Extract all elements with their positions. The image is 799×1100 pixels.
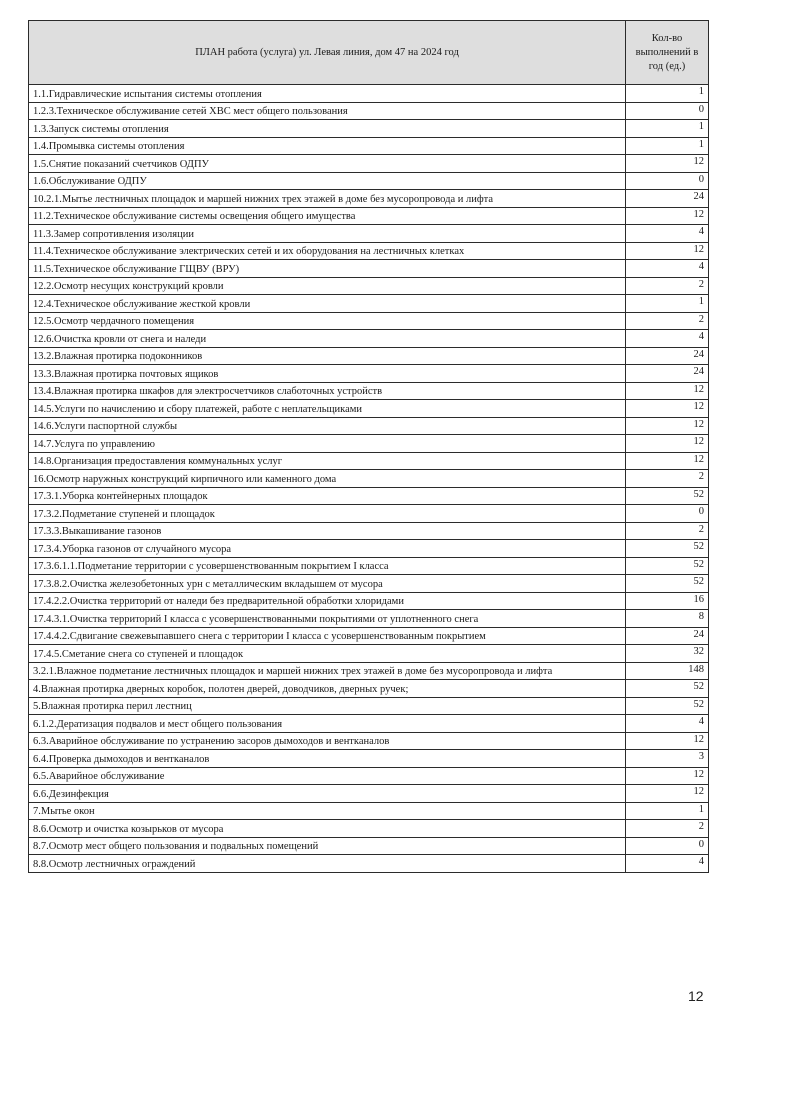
service-name-cell: 1.6.Обслуживание ОДПУ xyxy=(29,172,626,190)
table-row xyxy=(29,645,709,663)
service-name-cell: 3.2.1.Влажное подметание лестничных площадок и маршей нижних трех этажей в доме без мусоропровода и лифта xyxy=(29,662,626,680)
service-name-cell: 12.6.Очистка кровли от снега и наледи xyxy=(29,330,626,348)
service-name-cell: 12.2.Осмотр несущих конструкций кровли xyxy=(29,277,626,295)
service-name-cell: 8.7.Осмотр мест общего пользования и подвальных помещений xyxy=(29,837,626,855)
service-count-cell: 2 xyxy=(626,312,709,330)
service-name-cell: 14.5.Услуги по начислению и сбору платежей, работе с неплательщиками xyxy=(29,400,626,418)
table-row xyxy=(29,277,709,295)
count-column-header: Кол-во выполнений в год (ед.) xyxy=(626,21,709,85)
table-row xyxy=(29,225,709,243)
table-row xyxy=(29,610,709,628)
service-name-cell: 11.5.Техническое обслуживание ГЩВУ (ВРУ) xyxy=(29,260,626,278)
service-name-cell: 17.3.2.Подметание ступеней и площадок xyxy=(29,505,626,523)
table-row xyxy=(29,540,709,558)
service-count-cell: 148 xyxy=(626,662,709,680)
table-row xyxy=(29,487,709,505)
table-row xyxy=(29,312,709,330)
service-count-cell: 2 xyxy=(626,277,709,295)
service-name-cell: 12.4.Техническое обслуживание жесткой кровли xyxy=(29,295,626,313)
service-count-cell: 12 xyxy=(626,452,709,470)
service-count-cell: 0 xyxy=(626,172,709,190)
service-count-cell: 32 xyxy=(626,645,709,663)
service-name-cell: 17.3.4.Уборка газонов от случайного мусора xyxy=(29,540,626,558)
service-count-cell: 1 xyxy=(626,137,709,155)
service-count-cell: 12 xyxy=(626,242,709,260)
service-name-cell: 1.2.3.Техническое обслуживание сетей ХВС мест общего пользования xyxy=(29,102,626,120)
service-name-cell: 14.7.Услуга по управлению xyxy=(29,435,626,453)
service-name-cell: 8.8.Осмотр лестничных ограждений xyxy=(29,855,626,873)
table-row xyxy=(29,347,709,365)
service-count-cell: 52 xyxy=(626,557,709,575)
service-name-cell: 1.5.Снятие показаний счетчиков ОДПУ xyxy=(29,155,626,173)
service-name-cell: 6.4.Проверка дымоходов и вентканалов xyxy=(29,750,626,768)
service-count-cell: 8 xyxy=(626,610,709,628)
service-name-cell: 6.1.2.Дератизация подвалов и мест общего пользования xyxy=(29,715,626,733)
service-count-cell: 12 xyxy=(626,732,709,750)
service-count-cell: 12 xyxy=(626,767,709,785)
service-count-cell: 24 xyxy=(626,627,709,645)
page-number: 12 xyxy=(688,988,704,1004)
plan-table xyxy=(28,20,709,873)
table-row xyxy=(29,382,709,400)
service-count-cell: 24 xyxy=(626,347,709,365)
service-count-cell: 52 xyxy=(626,487,709,505)
service-count-cell: 4 xyxy=(626,225,709,243)
table-row xyxy=(29,260,709,278)
table-row xyxy=(29,627,709,645)
service-name-cell: 13.3.Влажная протирка почтовых ящиков xyxy=(29,365,626,383)
service-count-cell: 2 xyxy=(626,470,709,488)
service-count-cell: 12 xyxy=(626,155,709,173)
table-row xyxy=(29,400,709,418)
table-row xyxy=(29,190,709,208)
table-row xyxy=(29,557,709,575)
service-count-cell: 4 xyxy=(626,855,709,873)
service-name-cell: 6.3.Аварийное обслуживание по устранению засоров дымоходов и вентканалов xyxy=(29,732,626,750)
table-row xyxy=(29,102,709,120)
service-count-cell: 3 xyxy=(626,750,709,768)
service-name-cell: 17.4.4.2.Сдвигание свежевыпавшего снега с территории I класса с усовершенствованным покрытием xyxy=(29,627,626,645)
service-name-cell: 16.Осмотр наружных конструкций кирпичного или каменного дома xyxy=(29,470,626,488)
service-name-cell: 12.5.Осмотр чердачного помещения xyxy=(29,312,626,330)
service-count-cell: 1 xyxy=(626,85,709,103)
service-count-cell: 24 xyxy=(626,190,709,208)
service-count-cell: 4 xyxy=(626,715,709,733)
service-count-cell: 4 xyxy=(626,330,709,348)
table-row xyxy=(29,155,709,173)
service-count-cell: 12 xyxy=(626,785,709,803)
service-name-cell: 8.6.Осмотр и очистка козырьков от мусора xyxy=(29,820,626,838)
plan-sheet xyxy=(28,20,708,873)
table-row xyxy=(29,820,709,838)
table-header-row xyxy=(29,21,709,85)
service-count-cell: 12 xyxy=(626,400,709,418)
table-row xyxy=(29,592,709,610)
service-name-cell: 5.Влажная протирка перил лестниц xyxy=(29,697,626,715)
service-count-cell: 24 xyxy=(626,365,709,383)
table-row xyxy=(29,242,709,260)
table-row xyxy=(29,365,709,383)
service-name-cell: 13.4.Влажная протирка шкафов для электросчетчиков слаботочных устройств xyxy=(29,382,626,400)
table-row xyxy=(29,295,709,313)
service-name-cell: 11.2.Техническое обслуживание системы освещения общего имущества xyxy=(29,207,626,225)
service-name-cell: 6.5.Аварийное обслуживание xyxy=(29,767,626,785)
table-row xyxy=(29,837,709,855)
service-count-cell: 1 xyxy=(626,295,709,313)
service-name-cell: 17.4.5.Сметание снега со ступеней и площадок xyxy=(29,645,626,663)
service-name-cell: 11.3.Замер сопротивления изоляции xyxy=(29,225,626,243)
table-row xyxy=(29,750,709,768)
table-row xyxy=(29,207,709,225)
table-row xyxy=(29,452,709,470)
service-name-cell: 17.3.1.Уборка контейнерных площадок xyxy=(29,487,626,505)
service-name-cell: 14.8.Организация предоставления коммунальных услуг xyxy=(29,452,626,470)
service-count-cell: 12 xyxy=(626,382,709,400)
table-row xyxy=(29,785,709,803)
table-row xyxy=(29,417,709,435)
service-count-cell: 52 xyxy=(626,540,709,558)
service-count-cell: 1 xyxy=(626,802,709,820)
table-row xyxy=(29,330,709,348)
service-count-cell: 0 xyxy=(626,102,709,120)
table-row xyxy=(29,767,709,785)
table-row xyxy=(29,137,709,155)
service-name-cell: 17.3.6.1.1.Подметание территории с усовершенствованным покрытием I класса xyxy=(29,557,626,575)
table-row xyxy=(29,505,709,523)
service-name-cell: 7.Мытье окон xyxy=(29,802,626,820)
table-row xyxy=(29,680,709,698)
service-count-cell: 16 xyxy=(626,592,709,610)
table-row xyxy=(29,120,709,138)
service-name-cell: 1.4.Промывка системы отопления xyxy=(29,137,626,155)
service-name-cell: 6.6.Дезинфекция xyxy=(29,785,626,803)
service-name-cell: 11.4.Техническое обслуживание электрических сетей и их оборудования на лестничных клетках xyxy=(29,242,626,260)
table-row xyxy=(29,85,709,103)
service-name-cell: 17.3.8.2.Очистка железобетонных урн с металлическим вкладышем от мусора xyxy=(29,575,626,593)
service-count-cell: 2 xyxy=(626,820,709,838)
service-count-cell: 1 xyxy=(626,120,709,138)
service-name-cell: 10.2.1.Мытье лестничных площадок и маршей нижних трех этажей в доме без мусоропровода и лифта xyxy=(29,190,626,208)
service-name-cell: 1.3.Запуск системы отопления xyxy=(29,120,626,138)
service-count-cell: 12 xyxy=(626,207,709,225)
service-count-cell: 2 xyxy=(626,522,709,540)
service-count-cell: 52 xyxy=(626,680,709,698)
service-count-cell: 52 xyxy=(626,697,709,715)
service-count-cell: 0 xyxy=(626,505,709,523)
table-row xyxy=(29,697,709,715)
table-row xyxy=(29,575,709,593)
service-name-cell: 17.4.2.2.Очистка территорий от наледи без предварительной обработки хлоридами xyxy=(29,592,626,610)
service-count-cell: 0 xyxy=(626,837,709,855)
table-row xyxy=(29,172,709,190)
plan-title: ПЛАН работа (услуга) ул. Левая линия, дом 47 на 2024 год xyxy=(29,21,626,85)
service-name-cell: 13.2.Влажная протирка подоконников xyxy=(29,347,626,365)
service-count-cell: 12 xyxy=(626,417,709,435)
table-row xyxy=(29,732,709,750)
service-name-cell: 17.4.3.1.Очистка территорий I класса с усовершенствованными покрытиями от уплотненного снега xyxy=(29,610,626,628)
service-name-cell: 17.3.3.Выкашивание газонов xyxy=(29,522,626,540)
service-count-cell: 4 xyxy=(626,260,709,278)
service-count-cell: 12 xyxy=(626,435,709,453)
table-row xyxy=(29,435,709,453)
table-row xyxy=(29,802,709,820)
service-name-cell: 1.1.Гидравлические испытания системы отопления xyxy=(29,85,626,103)
table-row xyxy=(29,662,709,680)
table-row xyxy=(29,470,709,488)
table-row xyxy=(29,855,709,873)
service-count-cell: 52 xyxy=(626,575,709,593)
plan-table-body xyxy=(29,85,709,873)
table-row xyxy=(29,522,709,540)
table-row xyxy=(29,715,709,733)
service-name-cell: 4.Влажная протирка дверных коробок, полотен дверей, доводчиков, дверных ручек; xyxy=(29,680,626,698)
service-name-cell: 14.6.Услуги паспортной службы xyxy=(29,417,626,435)
